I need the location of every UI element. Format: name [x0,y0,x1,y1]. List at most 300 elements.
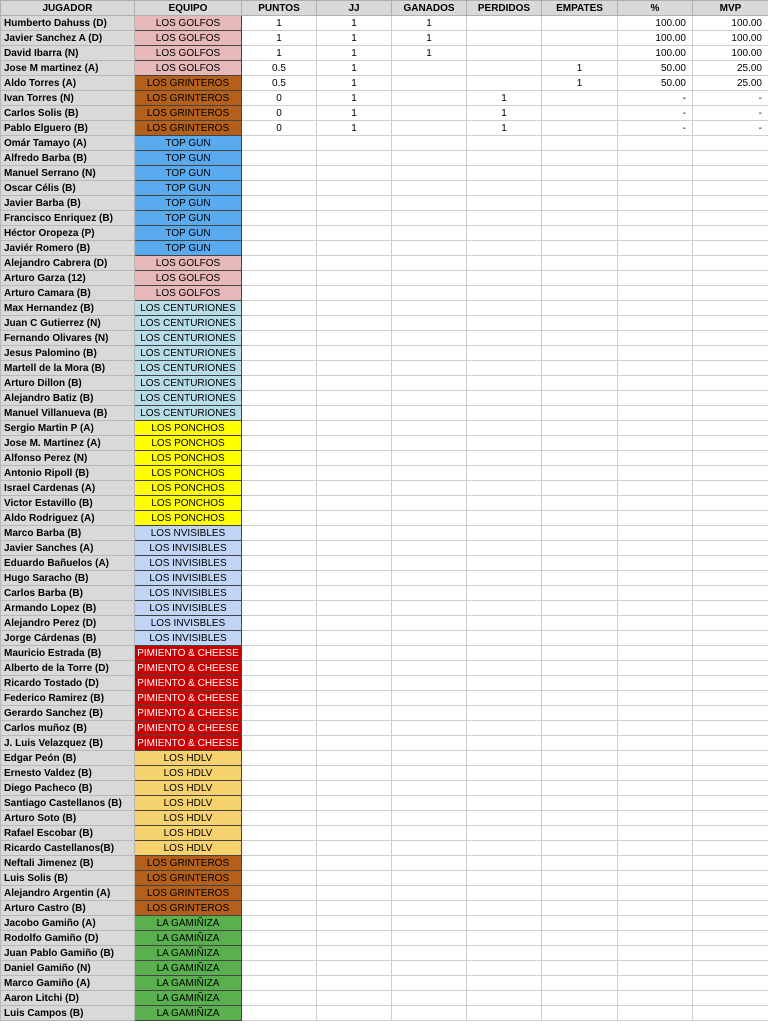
puntos-cell[interactable] [242,241,317,256]
mvp-cell[interactable] [693,961,768,976]
puntos-cell[interactable]: 0.5 [242,76,317,91]
team-cell[interactable]: LOS PONCHOS [135,496,242,511]
perdidos-cell[interactable] [467,586,542,601]
puntos-cell[interactable]: 1 [242,31,317,46]
puntos-cell[interactable] [242,316,317,331]
percent-cell[interactable] [618,616,693,631]
empates-cell[interactable] [542,856,618,871]
mvp-cell[interactable] [693,136,768,151]
jj-cell[interactable] [317,691,392,706]
ganados-cell[interactable] [392,466,467,481]
perdidos-cell[interactable] [467,751,542,766]
player-cell[interactable]: Francisco Enriquez (B) [1,211,135,226]
perdidos-cell[interactable] [467,421,542,436]
jj-cell[interactable] [317,526,392,541]
jj-cell[interactable] [317,646,392,661]
perdidos-cell[interactable] [467,976,542,991]
team-cell[interactable]: LOS INVISBLES [135,616,242,631]
team-cell[interactable]: LA GAMIÑIZA [135,916,242,931]
percent-cell[interactable] [618,841,693,856]
jj-cell[interactable] [317,706,392,721]
perdidos-cell[interactable] [467,721,542,736]
percent-cell[interactable] [618,646,693,661]
header-equipo[interactable]: EQUIPO [135,1,242,16]
puntos-cell[interactable] [242,676,317,691]
mvp-cell[interactable] [693,271,768,286]
perdidos-cell[interactable] [467,256,542,271]
ganados-cell[interactable] [392,346,467,361]
empates-cell[interactable] [542,1006,618,1021]
puntos-cell[interactable] [242,226,317,241]
team-cell[interactable]: LOS CENTURIONES [135,406,242,421]
puntos-cell[interactable] [242,331,317,346]
jj-cell[interactable]: 1 [317,31,392,46]
puntos-cell[interactable] [242,916,317,931]
puntos-cell[interactable] [242,781,317,796]
header-jj[interactable]: JJ [317,1,392,16]
mvp-cell[interactable] [693,196,768,211]
empates-cell[interactable] [542,211,618,226]
team-cell[interactable]: LOS GOLFOS [135,61,242,76]
jj-cell[interactable] [317,631,392,646]
perdidos-cell[interactable] [467,886,542,901]
puntos-cell[interactable] [242,976,317,991]
player-cell[interactable]: Alejandro Batiz (B) [1,391,135,406]
percent-cell[interactable] [618,781,693,796]
mvp-cell[interactable] [693,871,768,886]
team-cell[interactable]: LOS GRINTEROS [135,76,242,91]
team-cell[interactable]: LA GAMIÑIZA [135,931,242,946]
perdidos-cell[interactable] [467,556,542,571]
percent-cell[interactable] [618,586,693,601]
puntos-cell[interactable] [242,1006,317,1021]
team-cell[interactable]: LOS CENTURIONES [135,376,242,391]
jj-cell[interactable]: 1 [317,46,392,61]
mvp-cell[interactable] [693,376,768,391]
team-cell[interactable]: LOS GOLFOS [135,46,242,61]
empates-cell[interactable] [542,286,618,301]
perdidos-cell[interactable] [467,631,542,646]
mvp-cell[interactable] [693,976,768,991]
ganados-cell[interactable] [392,301,467,316]
ganados-cell[interactable] [392,196,467,211]
percent-cell[interactable] [618,676,693,691]
jj-cell[interactable] [317,721,392,736]
puntos-cell[interactable] [242,541,317,556]
team-cell[interactable]: LA GAMIÑIZA [135,1006,242,1021]
mvp-cell[interactable] [693,331,768,346]
empates-cell[interactable] [542,961,618,976]
percent-cell[interactable] [618,871,693,886]
header-empates[interactable]: EMPATES [542,1,618,16]
ganados-cell[interactable] [392,931,467,946]
percent-cell[interactable] [618,316,693,331]
jj-cell[interactable] [317,331,392,346]
jj-cell[interactable]: 1 [317,91,392,106]
team-cell[interactable]: LOS INVISIBLES [135,586,242,601]
puntos-cell[interactable] [242,721,317,736]
ganados-cell[interactable] [392,631,467,646]
puntos-cell[interactable] [242,886,317,901]
mvp-cell[interactable] [693,676,768,691]
team-cell[interactable]: LOS GRINTEROS [135,901,242,916]
team-cell[interactable]: LOS PONCHOS [135,511,242,526]
ganados-cell[interactable] [392,436,467,451]
empates-cell[interactable] [542,226,618,241]
puntos-cell[interactable]: 0 [242,106,317,121]
jj-cell[interactable] [317,286,392,301]
jj-cell[interactable]: 1 [317,106,392,121]
player-cell[interactable]: Javiér Romero (B) [1,241,135,256]
perdidos-cell[interactable] [467,826,542,841]
player-cell[interactable]: Humberto Dahuss (D) [1,16,135,31]
player-cell[interactable]: Jacobo Gamiño (A) [1,916,135,931]
team-cell[interactable]: LA GAMIÑIZA [135,961,242,976]
puntos-cell[interactable] [242,901,317,916]
player-cell[interactable]: Oscar Célis (B) [1,181,135,196]
mvp-cell[interactable] [693,571,768,586]
jj-cell[interactable] [317,616,392,631]
team-cell[interactable]: LOS GOLFOS [135,256,242,271]
empates-cell[interactable] [542,631,618,646]
jj-cell[interactable] [317,781,392,796]
mvp-cell[interactable]: - [693,91,768,106]
puntos-cell[interactable] [242,961,317,976]
percent-cell[interactable] [618,826,693,841]
puntos-cell[interactable] [242,661,317,676]
percent-cell[interactable]: 50.00 [618,76,693,91]
player-cell[interactable]: Gerardo Sanchez (B) [1,706,135,721]
mvp-cell[interactable] [693,556,768,571]
perdidos-cell[interactable] [467,871,542,886]
team-cell[interactable]: TOP GUN [135,136,242,151]
jj-cell[interactable]: 1 [317,76,392,91]
ganados-cell[interactable] [392,406,467,421]
header-mvp[interactable]: MVP [693,1,768,16]
empates-cell[interactable] [542,256,618,271]
jj-cell[interactable] [317,211,392,226]
percent-cell[interactable]: 100.00 [618,46,693,61]
ganados-cell[interactable] [392,271,467,286]
team-cell[interactable]: LA GAMIÑIZA [135,991,242,1006]
player-cell[interactable]: Manuel Villanueva (B) [1,406,135,421]
percent-cell[interactable]: - [618,91,693,106]
ganados-cell[interactable] [392,1006,467,1021]
perdidos-cell[interactable] [467,676,542,691]
team-cell[interactable]: LOS HDLV [135,781,242,796]
player-cell[interactable]: Alejandro Argentin (A) [1,886,135,901]
empates-cell[interactable] [542,136,618,151]
perdidos-cell[interactable] [467,916,542,931]
jj-cell[interactable] [317,361,392,376]
percent-cell[interactable] [618,196,693,211]
empates-cell[interactable] [542,421,618,436]
percent-cell[interactable] [618,211,693,226]
mvp-cell[interactable] [693,856,768,871]
percent-cell[interactable] [618,541,693,556]
empates-cell[interactable] [542,496,618,511]
mvp-cell[interactable] [693,1006,768,1021]
empates-cell[interactable] [542,481,618,496]
perdidos-cell[interactable] [467,406,542,421]
jj-cell[interactable] [317,391,392,406]
perdidos-cell[interactable] [467,571,542,586]
team-cell[interactable]: LOS GRINTEROS [135,121,242,136]
player-cell[interactable]: Alberto de la Torre (D) [1,661,135,676]
mvp-cell[interactable] [693,751,768,766]
team-cell[interactable]: LOS HDLV [135,841,242,856]
percent-cell[interactable] [618,901,693,916]
ganados-cell[interactable] [392,181,467,196]
empates-cell[interactable] [542,541,618,556]
jj-cell[interactable] [317,256,392,271]
mvp-cell[interactable] [693,811,768,826]
team-cell[interactable]: LOS PONCHOS [135,481,242,496]
jj-cell[interactable] [317,946,392,961]
mvp-cell[interactable]: - [693,121,768,136]
jj-cell[interactable] [317,586,392,601]
jj-cell[interactable]: 1 [317,121,392,136]
empates-cell[interactable] [542,661,618,676]
puntos-cell[interactable] [242,361,317,376]
percent-cell[interactable] [618,631,693,646]
percent-cell[interactable] [618,526,693,541]
header-jugador[interactable]: JUGADOR [1,1,135,16]
perdidos-cell[interactable] [467,196,542,211]
ganados-cell[interactable] [392,691,467,706]
player-cell[interactable]: Rafael Escobar (B) [1,826,135,841]
puntos-cell[interactable] [242,766,317,781]
header-percent[interactable]: % [618,1,693,16]
percent-cell[interactable] [618,361,693,376]
mvp-cell[interactable] [693,826,768,841]
empates-cell[interactable] [542,601,618,616]
percent-cell[interactable] [618,271,693,286]
percent-cell[interactable] [618,856,693,871]
mvp-cell[interactable] [693,691,768,706]
team-cell[interactable]: LOS CENTURIONES [135,331,242,346]
perdidos-cell[interactable] [467,361,542,376]
puntos-cell[interactable] [242,601,317,616]
player-cell[interactable]: Mauricio Estrada (B) [1,646,135,661]
mvp-cell[interactable] [693,346,768,361]
percent-cell[interactable]: - [618,121,693,136]
empates-cell[interactable] [542,91,618,106]
mvp-cell[interactable] [693,181,768,196]
ganados-cell[interactable] [392,976,467,991]
ganados-cell[interactable] [392,226,467,241]
perdidos-cell[interactable] [467,1006,542,1021]
header-puntos[interactable]: PUNTOS [242,1,317,16]
empates-cell[interactable] [542,196,618,211]
ganados-cell[interactable] [392,136,467,151]
puntos-cell[interactable] [242,136,317,151]
player-cell[interactable]: Aldo Torres (A) [1,76,135,91]
team-cell[interactable]: LOS GOLFOS [135,16,242,31]
percent-cell[interactable] [618,286,693,301]
team-cell[interactable]: TOP GUN [135,241,242,256]
ganados-cell[interactable] [392,166,467,181]
mvp-cell[interactable] [693,991,768,1006]
empates-cell[interactable] [542,886,618,901]
team-cell[interactable]: LA GAMIÑIZA [135,976,242,991]
perdidos-cell[interactable] [467,481,542,496]
perdidos-cell[interactable] [467,136,542,151]
percent-cell[interactable] [618,376,693,391]
mvp-cell[interactable] [693,586,768,601]
mvp-cell[interactable] [693,436,768,451]
percent-cell[interactable] [618,481,693,496]
empates-cell[interactable] [542,451,618,466]
mvp-cell[interactable] [693,526,768,541]
jj-cell[interactable] [317,751,392,766]
ganados-cell[interactable] [392,751,467,766]
percent-cell[interactable] [618,556,693,571]
percent-cell[interactable]: 100.00 [618,16,693,31]
player-cell[interactable]: Jose M. Martinez (A) [1,436,135,451]
perdidos-cell[interactable] [467,946,542,961]
player-cell[interactable]: Javier Barba (B) [1,196,135,211]
empates-cell[interactable] [542,706,618,721]
jj-cell[interactable] [317,766,392,781]
team-cell[interactable]: PIMIENTO & CHEESE [135,691,242,706]
jj-cell[interactable]: 1 [317,16,392,31]
mvp-cell[interactable] [693,841,768,856]
perdidos-cell[interactable] [467,496,542,511]
perdidos-cell[interactable] [467,241,542,256]
player-cell[interactable]: Max Hernandez (B) [1,301,135,316]
percent-cell[interactable] [618,181,693,196]
percent-cell[interactable] [618,571,693,586]
puntos-cell[interactable] [242,586,317,601]
team-cell[interactable]: LOS INVISIBLES [135,556,242,571]
puntos-cell[interactable] [242,166,317,181]
mvp-cell[interactable] [693,391,768,406]
player-cell[interactable]: Luis Campos (B) [1,1006,135,1021]
team-cell[interactable]: LOS INVISIBLES [135,541,242,556]
empates-cell[interactable] [542,751,618,766]
percent-cell[interactable] [618,811,693,826]
puntos-cell[interactable] [242,556,317,571]
jj-cell[interactable] [317,556,392,571]
percent-cell[interactable]: 50.00 [618,61,693,76]
percent-cell[interactable] [618,601,693,616]
team-cell[interactable]: LOS CENTURIONES [135,346,242,361]
jj-cell[interactable] [317,226,392,241]
perdidos-cell[interactable] [467,151,542,166]
empates-cell[interactable] [542,811,618,826]
player-cell[interactable]: Diego Pacheco (B) [1,781,135,796]
ganados-cell[interactable] [392,106,467,121]
perdidos-cell[interactable] [467,646,542,661]
jj-cell[interactable] [317,136,392,151]
puntos-cell[interactable] [242,391,317,406]
empates-cell[interactable] [542,511,618,526]
player-cell[interactable]: Juan C Gutierrez (N) [1,316,135,331]
ganados-cell[interactable] [392,736,467,751]
jj-cell[interactable] [317,301,392,316]
team-cell[interactable]: LOS GRINTEROS [135,886,242,901]
jj-cell[interactable] [317,856,392,871]
mvp-cell[interactable] [693,481,768,496]
ganados-cell[interactable] [392,901,467,916]
player-cell[interactable]: Armando Lopez (B) [1,601,135,616]
player-cell[interactable]: Edgar Peón (B) [1,751,135,766]
ganados-cell[interactable] [392,541,467,556]
team-cell[interactable]: PIMIENTO & CHEESE [135,646,242,661]
puntos-cell[interactable] [242,946,317,961]
perdidos-cell[interactable] [467,16,542,31]
puntos-cell[interactable] [242,571,317,586]
perdidos-cell[interactable] [467,391,542,406]
player-cell[interactable]: Sergio Martin P (A) [1,421,135,436]
empates-cell[interactable] [542,826,618,841]
perdidos-cell[interactable] [467,331,542,346]
puntos-cell[interactable] [242,286,317,301]
percent-cell[interactable] [618,451,693,466]
ganados-cell[interactable] [392,451,467,466]
empates-cell[interactable] [542,166,618,181]
mvp-cell[interactable]: 100.00 [693,46,768,61]
perdidos-cell[interactable] [467,931,542,946]
percent-cell[interactable] [618,661,693,676]
puntos-cell[interactable] [242,931,317,946]
player-cell[interactable]: Javier Sanchez A (D) [1,31,135,46]
puntos-cell[interactable] [242,616,317,631]
team-cell[interactable]: PIMIENTO & CHEESE [135,676,242,691]
player-cell[interactable]: Santiago Castellanos (B) [1,796,135,811]
mvp-cell[interactable]: - [693,106,768,121]
empates-cell[interactable] [542,676,618,691]
mvp-cell[interactable]: 25.00 [693,61,768,76]
player-cell[interactable]: Alejandro Perez (D) [1,616,135,631]
player-cell[interactable]: Ivan Torres (N) [1,91,135,106]
ganados-cell[interactable] [392,961,467,976]
jj-cell[interactable] [317,511,392,526]
perdidos-cell[interactable] [467,706,542,721]
empates-cell[interactable] [542,436,618,451]
puntos-cell[interactable] [242,496,317,511]
mvp-cell[interactable] [693,631,768,646]
player-cell[interactable]: Ricardo Castellanos(B) [1,841,135,856]
ganados-cell[interactable] [392,841,467,856]
jj-cell[interactable] [317,436,392,451]
jj-cell[interactable] [317,796,392,811]
team-cell[interactable]: LOS HDLV [135,751,242,766]
perdidos-cell[interactable] [467,856,542,871]
team-cell[interactable]: LOS HDLV [135,826,242,841]
player-cell[interactable]: Jorge Cárdenas (B) [1,631,135,646]
percent-cell[interactable] [618,331,693,346]
ganados-cell[interactable] [392,361,467,376]
percent-cell[interactable] [618,691,693,706]
empates-cell[interactable] [542,46,618,61]
empates-cell[interactable] [542,466,618,481]
ganados-cell[interactable] [392,511,467,526]
empates-cell[interactable] [542,691,618,706]
team-cell[interactable]: LOS GRINTEROS [135,106,242,121]
player-cell[interactable]: Luis Solis (B) [1,871,135,886]
empates-cell[interactable] [542,796,618,811]
puntos-cell[interactable]: 0 [242,121,317,136]
perdidos-cell[interactable] [467,961,542,976]
percent-cell[interactable] [618,931,693,946]
percent-cell[interactable]: - [618,106,693,121]
team-cell[interactable]: LOS HDLV [135,796,242,811]
player-cell[interactable]: Arturo Soto (B) [1,811,135,826]
perdidos-cell[interactable] [467,736,542,751]
jj-cell[interactable] [317,316,392,331]
